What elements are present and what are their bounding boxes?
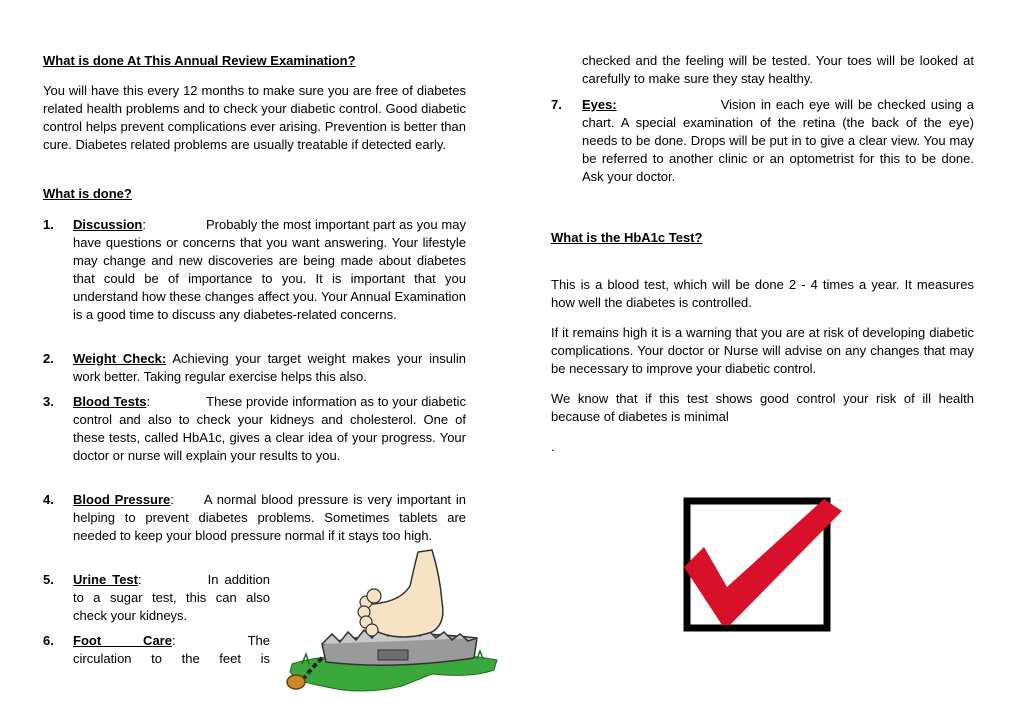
checkmark-box-icon	[682, 497, 842, 632]
heading-annual-review: What is done At This Annual Review Examination?	[43, 53, 356, 68]
item-number: 1.	[43, 217, 54, 232]
item-term: Weight Check	[73, 351, 162, 366]
list-item-eyes	[582, 96, 974, 186]
item-punct: :	[142, 217, 146, 232]
item-number: 7.	[551, 97, 562, 112]
item-number: 2.	[43, 351, 54, 366]
item-punct: :	[138, 572, 142, 587]
item-text: Vision in each eye will be checked using a chart. A special examination of the retina (the back of the eye) needs to be done. Drops will be put in to give a clear view. You may be referred to another clinic or an optometrist for this to be done. Ask your doctor.	[582, 97, 974, 184]
item-term: Urine Test	[73, 572, 138, 587]
item-term: Discussion	[73, 217, 143, 232]
list-item-urine-test	[73, 571, 270, 625]
item-term: Blood Tests	[73, 394, 147, 409]
heading-hba1c: What is the HbA1c Test?	[551, 230, 703, 245]
item-text: In addition to a sugar test, this can also check your kidneys.	[73, 572, 270, 623]
item-text: Achieving your target weight makes your insulin work better. Taking regular exercise helps this also.	[73, 351, 466, 384]
item-term: Blood Pressure	[73, 492, 171, 507]
list-item-discussion	[73, 216, 466, 324]
list-item-blood-tests	[73, 393, 466, 465]
item-punct: :	[170, 492, 174, 507]
item-punct: :	[146, 394, 151, 409]
intro-paragraph: You will have this every 12 months to make sure you are free of diabetes related health problems and to check your diabetic control. Good diabetic control helps prevent complications ever arising. Prevention is better than cure. Diabetes related problems are usually treatable if detected early.	[43, 83, 466, 152]
item-punct: :	[171, 633, 176, 648]
item-text: These provide information as to your diabetic control and also to check your kidneys and cholesterol. One of these tests, called HbA1c, gives a clear idea of your progress. Your doctor or nurse will explain your results to you.	[73, 394, 466, 463]
red-tick-shape	[684, 499, 842, 625]
item-number: 3.	[43, 394, 54, 409]
item-number: 5.	[43, 572, 54, 587]
hba1c-paragraph-1: This is a blood test, which will be done 2 - 4 times a year. It measures how well the diabetes is controlled.	[551, 277, 974, 310]
item-term: Eyes:	[582, 97, 617, 112]
foot-trap-illustration	[282, 546, 502, 711]
heading-what-is-done: What is done?	[43, 186, 132, 201]
item-text: The circulation to the feet is	[73, 633, 270, 666]
trailing-period: .	[551, 439, 555, 454]
item-text: Probably the most important part as you may have questions or concerns that you want answering. Your lifestyle may change and new discoveries are being made about diabetes that could be of importance to you. It is important that you understand how these changes affect you. Your Annual Examination is a good time to discuss any diabetes-related concerns.	[73, 217, 466, 322]
list-item-weight-check	[73, 350, 466, 386]
item-punct: :	[161, 351, 167, 366]
item-text: A normal blood pressure is very important in helping to prevent diabetes problems. Sometimes tablets are needed to keep your blood pressure normal if it stays too high.	[73, 492, 466, 543]
list-item-blood-pressure	[73, 491, 466, 545]
list-item-foot-care	[73, 632, 270, 668]
item-number: 6.	[43, 633, 54, 648]
item-term: Foot Care	[73, 633, 172, 648]
foot-care-continuation: checked and the feeling will be tested. Your toes will be looked at carefully to make sure they stay healthy.	[582, 53, 974, 86]
hba1c-paragraph-2: If it remains high it is a warning that you are at risk of developing diabetic complications. Your doctor or Nurse will advise on any changes that may be necessary to improve your diabetic control.	[551, 325, 974, 376]
hba1c-paragraph-3: We know that if this test shows good control your risk of ill health because of diabetes is minimal	[551, 391, 974, 424]
item-number: 4.	[43, 492, 54, 507]
